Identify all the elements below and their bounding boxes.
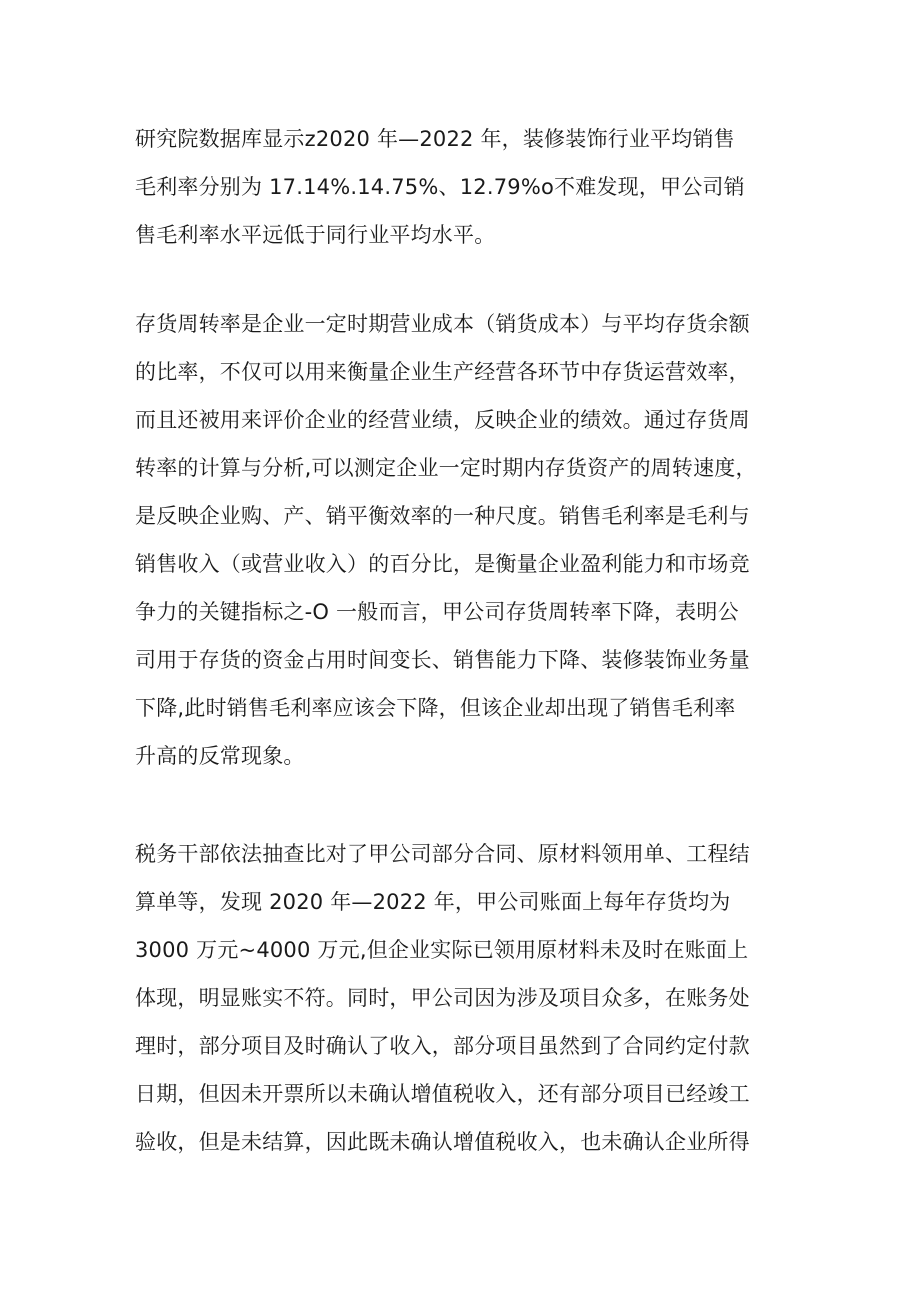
- text-line: 日期，但因未开票所以未确认增值税收入，还有部分项目已经竣工: [135, 1082, 750, 1106]
- text-line: 验收，但是未结算，因此既未确认增值税收入，也未确认企业所得: [135, 1130, 750, 1154]
- text-line: 销售收入（或营业收入）的百分比，是衡量企业盈利能力和市场竞: [135, 552, 750, 576]
- text-line: 税务干部依法抽查比对了甲公司部分合同、原材料领用单、工程结: [135, 842, 750, 866]
- text-line: 是反映企业购、产、销平衡效率的一种尺度。销售毛利率是毛利与: [135, 504, 750, 528]
- text-line: 3000 万元~4000 万元,但企业实际已领用原材料未及时在账面上: [135, 938, 749, 962]
- text-line: 售毛利率水平远低于同行业平均水平。: [135, 223, 496, 247]
- text-line: 理时，部分项目及时确认了收入，部分项目虽然到了合同约定付款: [135, 1034, 750, 1058]
- paragraph-tax-inspection: [135, 836, 815, 1172]
- text-line: 存货周转率是企业一定时期营业成本（销货成本）与平均存货余额: [135, 312, 750, 336]
- text-line: 体现，明显账实不符。同时，甲公司因为涉及项目众多，在账务处: [135, 986, 750, 1010]
- text-line: 下降,此时销售毛利率应该会下降，但该企业却出现了销售毛利率: [135, 696, 736, 720]
- text-line: 升高的反常现象。: [135, 744, 305, 768]
- paragraph-gross-margin-comparison: [135, 121, 815, 265]
- text-line: 研究院数据库显示z2020 年—2022 年，装修装饰行业平均销售: [135, 127, 735, 151]
- paragraph-inventory-turnover: [135, 306, 815, 786]
- text-line: 算单等，发现 2020 年—2022 年，甲公司账面上每年存货均为: [135, 890, 731, 914]
- text-line: 转率的计算与分析,可以测定企业一定时期内存货资产的周转速度，: [135, 456, 757, 480]
- text-line: 争力的关键指标之-O 一般而言，甲公司存货周转率下降，表明公: [135, 600, 739, 624]
- text-line: 毛利率分别为 17.14%.14.75%、12.79%o不难发现，甲公司销: [135, 175, 745, 199]
- text-line: 而且还被用来评价企业的经营业绩，反映企业的绩效。通过存货周: [135, 408, 750, 432]
- text-line: 司用于存货的资金占用时间变长、销售能力下降、装修装饰业务量: [135, 648, 750, 672]
- text-line: 的比率，不仅可以用来衡量企业生产经营各环节中存货运营效率，: [135, 360, 750, 384]
